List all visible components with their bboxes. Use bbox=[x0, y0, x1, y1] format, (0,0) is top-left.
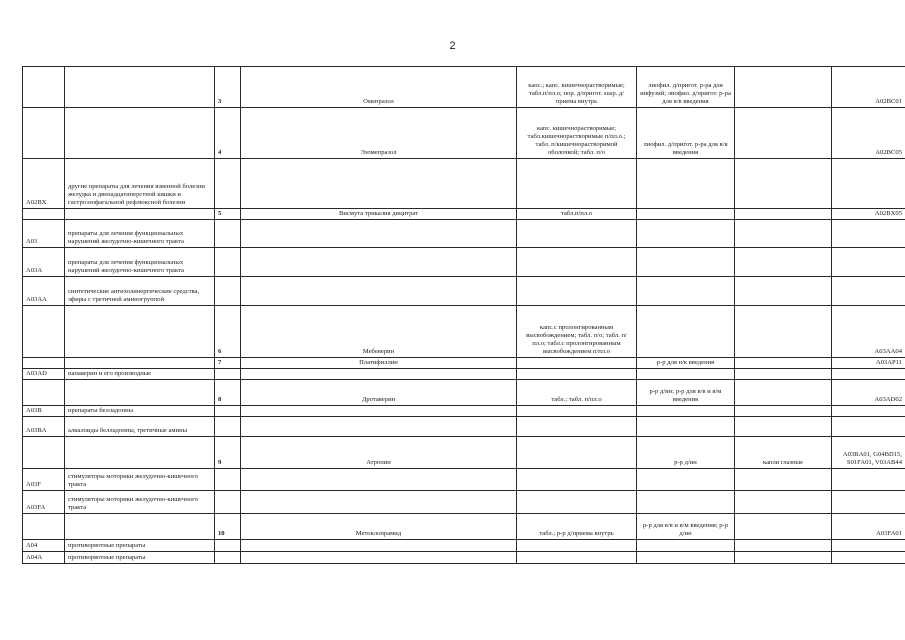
dosage-form-other bbox=[735, 540, 832, 552]
atc-group-name bbox=[65, 380, 215, 406]
atc-group-name: противорвотные препараты bbox=[65, 540, 215, 552]
dosage-form-oral: капс.с пролонгированным высвобождением; табл. п/о; табл. п/пл.о; табл.с пролонгированным высвобождением п/пл.о bbox=[517, 306, 637, 358]
table-row bbox=[23, 552, 905, 564]
atc-group-name bbox=[65, 108, 215, 159]
atc-group-name bbox=[65, 306, 215, 358]
drug-list-table bbox=[22, 66, 905, 564]
atc-group-name: синтетические антихолинергические средства, эфиры с третичной аминогруппой bbox=[65, 277, 215, 306]
dosage-form-other bbox=[735, 380, 832, 406]
dosage-form-oral bbox=[517, 159, 637, 209]
drug-name bbox=[241, 159, 517, 209]
atc-group-code: A02BX bbox=[23, 159, 65, 209]
atc-group-code: A04 bbox=[23, 540, 65, 552]
dosage-form-injection bbox=[637, 306, 735, 358]
atc-group-name: алкалоиды белладонны, третичные амины bbox=[65, 417, 215, 437]
dosage-form-other bbox=[735, 358, 832, 369]
atc-code: A02BC05 bbox=[832, 108, 905, 159]
dosage-form-injection bbox=[637, 540, 735, 552]
table-row bbox=[23, 159, 905, 209]
row-number bbox=[215, 159, 241, 209]
row-number bbox=[215, 491, 241, 514]
atc-group-name bbox=[65, 67, 215, 108]
atc-group-code bbox=[23, 358, 65, 369]
atc-code bbox=[832, 369, 905, 380]
atc-group-code: A03F bbox=[23, 469, 65, 491]
dosage-form-other: капли глазные bbox=[735, 437, 832, 469]
dosage-form-oral: капс.; капс. кишечнорастворимые; табл.п/пл.о; пор. д/пригот. susp. д/приема внутрь bbox=[517, 67, 637, 108]
dosage-form-other bbox=[735, 277, 832, 306]
dosage-form-oral bbox=[517, 417, 637, 437]
atc-code bbox=[832, 469, 905, 491]
row-number: 8 bbox=[215, 380, 241, 406]
dosage-form-oral: капс. кишечнорастворимые; табл.кишечнорастворимые п/пл.о.; табл. п/кишечнорастворимой оболочкой; табл. п/о bbox=[517, 108, 637, 159]
dosage-form-oral: табл.; табл. п/пл.о bbox=[517, 380, 637, 406]
table-row bbox=[23, 277, 905, 306]
atc-code: A03FA01 bbox=[832, 514, 905, 540]
row-number bbox=[215, 552, 241, 564]
drug-name: Дротаверин bbox=[241, 380, 517, 406]
atc-code bbox=[832, 491, 905, 514]
dosage-form-other bbox=[735, 514, 832, 540]
dosage-form-other bbox=[735, 248, 832, 277]
table-row bbox=[23, 220, 905, 248]
table-row bbox=[23, 369, 905, 380]
dosage-form-oral bbox=[517, 540, 637, 552]
dosage-form-other bbox=[735, 417, 832, 437]
dosage-form-oral bbox=[517, 369, 637, 380]
dosage-form-other bbox=[735, 159, 832, 209]
drug-name bbox=[241, 469, 517, 491]
dosage-form-oral bbox=[517, 437, 637, 469]
dosage-form-injection bbox=[637, 491, 735, 514]
atc-code bbox=[832, 417, 905, 437]
drug-name bbox=[241, 491, 517, 514]
row-number bbox=[215, 277, 241, 306]
atc-group-code bbox=[23, 306, 65, 358]
row-number: 10 bbox=[215, 514, 241, 540]
dosage-form-other bbox=[735, 220, 832, 248]
atc-group-code: A03BA bbox=[23, 417, 65, 437]
table-row bbox=[23, 469, 905, 491]
atc-code: A03AA04 bbox=[832, 306, 905, 358]
atc-group-name bbox=[65, 209, 215, 220]
dosage-form-other bbox=[735, 469, 832, 491]
atc-code bbox=[832, 220, 905, 248]
atc-code: A03AP11 bbox=[832, 358, 905, 369]
row-number: 3 bbox=[215, 67, 241, 108]
table-row bbox=[23, 491, 905, 514]
atc-group-name: препараты белладонны bbox=[65, 406, 215, 417]
drug-name bbox=[241, 220, 517, 248]
dosage-form-oral bbox=[517, 552, 637, 564]
dosage-form-other bbox=[735, 369, 832, 380]
atc-group-code: A03AA bbox=[23, 277, 65, 306]
atc-group-name bbox=[65, 514, 215, 540]
table-row bbox=[23, 417, 905, 437]
row-number: 9 bbox=[215, 437, 241, 469]
dosage-form-other bbox=[735, 306, 832, 358]
dosage-form-injection: лиофил. д/пригот. р-ра для инфузий; лиофил. д/пригот. р-ра для в/в введения bbox=[637, 67, 735, 108]
dosage-form-other bbox=[735, 209, 832, 220]
atc-group-code: A03 bbox=[23, 220, 65, 248]
atc-code bbox=[832, 277, 905, 306]
row-number: 6 bbox=[215, 306, 241, 358]
table-body bbox=[23, 67, 905, 564]
atc-group-name: стимуляторы моторики желудочно-кишечного тракта bbox=[65, 469, 215, 491]
dosage-form-injection bbox=[637, 369, 735, 380]
table-row bbox=[23, 248, 905, 277]
atc-group-name: папаверин и его производные bbox=[65, 369, 215, 380]
atc-group-code bbox=[23, 380, 65, 406]
drug-name bbox=[241, 417, 517, 437]
atc-group-code: A03B bbox=[23, 406, 65, 417]
dosage-form-injection bbox=[637, 248, 735, 277]
row-number: 7 bbox=[215, 358, 241, 369]
atc-code: A02BC01 bbox=[832, 67, 905, 108]
table-row bbox=[23, 306, 905, 358]
dosage-form-injection bbox=[637, 220, 735, 248]
atc-group-name bbox=[65, 437, 215, 469]
atc-code bbox=[832, 540, 905, 552]
row-number bbox=[215, 417, 241, 437]
atc-code bbox=[832, 248, 905, 277]
drug-name: Омепразол bbox=[241, 67, 517, 108]
dosage-form-injection bbox=[637, 552, 735, 564]
atc-group-code bbox=[23, 209, 65, 220]
atc-group-name: препараты для лечения функциональных нарушений желудочно-кишечного тракта bbox=[65, 248, 215, 277]
atc-group-code: A03AD bbox=[23, 369, 65, 380]
drug-name bbox=[241, 248, 517, 277]
atc-group-code bbox=[23, 108, 65, 159]
atc-group-code bbox=[23, 514, 65, 540]
drug-name: Мебеверин bbox=[241, 306, 517, 358]
drug-name: Атропин bbox=[241, 437, 517, 469]
dosage-form-other bbox=[735, 406, 832, 417]
atc-code bbox=[832, 552, 905, 564]
drug-name bbox=[241, 540, 517, 552]
table-row bbox=[23, 67, 905, 108]
table-row bbox=[23, 358, 905, 369]
dosage-form-injection bbox=[637, 209, 735, 220]
atc-group-code bbox=[23, 67, 65, 108]
drug-name: Висмута трикалия дицитрат bbox=[241, 209, 517, 220]
drug-name bbox=[241, 552, 517, 564]
dosage-form-injection: лиофил. д/пригот. р-ра для в/в введения bbox=[637, 108, 735, 159]
dosage-form-oral bbox=[517, 277, 637, 306]
row-number bbox=[215, 369, 241, 380]
dosage-form-injection bbox=[637, 277, 735, 306]
table-row bbox=[23, 437, 905, 469]
drug-name bbox=[241, 277, 517, 306]
dosage-form-oral bbox=[517, 248, 637, 277]
drug-name bbox=[241, 406, 517, 417]
dosage-form-other bbox=[735, 108, 832, 159]
drug-name: Платифиллин bbox=[241, 358, 517, 369]
table-row bbox=[23, 514, 905, 540]
row-number bbox=[215, 220, 241, 248]
row-number bbox=[215, 248, 241, 277]
atc-code bbox=[832, 406, 905, 417]
dosage-form-other bbox=[735, 491, 832, 514]
atc-group-code bbox=[23, 437, 65, 469]
drug-name: Метоклопрамид bbox=[241, 514, 517, 540]
atc-group-code: A03FA bbox=[23, 491, 65, 514]
atc-group-name bbox=[65, 358, 215, 369]
dosage-form-oral: табл.п/пл.о bbox=[517, 209, 637, 220]
drug-name bbox=[241, 369, 517, 380]
atc-group-code: A04A bbox=[23, 552, 65, 564]
row-number: 5 bbox=[215, 209, 241, 220]
dosage-form-injection bbox=[637, 159, 735, 209]
atc-group-name: другие препараты для лечения язвенной болезни желудка и двенадцатиперстной кишки и гастроэзофагальной рефлюксной болезни bbox=[65, 159, 215, 209]
atc-group-code: A03A bbox=[23, 248, 65, 277]
table-row bbox=[23, 406, 905, 417]
dosage-form-injection bbox=[637, 406, 735, 417]
dosage-form-injection: р-р д/ин bbox=[637, 437, 735, 469]
dosage-form-oral bbox=[517, 358, 637, 369]
table-row bbox=[23, 540, 905, 552]
dosage-form-injection: р-р для п/к введения bbox=[637, 358, 735, 369]
dosage-form-oral: табл.; р-р д/приема внутрь bbox=[517, 514, 637, 540]
table-row bbox=[23, 209, 905, 220]
atc-group-name: стимуляторы моторики желудочно-кишечного тракта bbox=[65, 491, 215, 514]
dosage-form-oral bbox=[517, 469, 637, 491]
atc-code: A03AD02 bbox=[832, 380, 905, 406]
atc-code bbox=[832, 159, 905, 209]
atc-group-name: противорвотные препараты bbox=[65, 552, 215, 564]
atc-group-name: препараты для лечения функциональных нарушений желудочно-кишечного тракта bbox=[65, 220, 215, 248]
dosage-form-oral bbox=[517, 406, 637, 417]
page-number: 2 bbox=[449, 40, 456, 52]
dosage-form-injection bbox=[637, 417, 735, 437]
row-number bbox=[215, 406, 241, 417]
dosage-form-oral bbox=[517, 220, 637, 248]
dosage-form-injection: р-р д/ин; р-р для в/в и в/м введения bbox=[637, 380, 735, 406]
drug-name: Эзомепразол bbox=[241, 108, 517, 159]
row-number: 4 bbox=[215, 108, 241, 159]
atc-code: A03BA01, G04BD15, S01FA01, V03AB44 bbox=[832, 437, 905, 469]
table-row bbox=[23, 108, 905, 159]
dosage-form-other bbox=[735, 552, 832, 564]
row-number bbox=[215, 469, 241, 491]
dosage-form-other bbox=[735, 67, 832, 108]
dosage-form-oral bbox=[517, 491, 637, 514]
atc-code: A02BX05 bbox=[832, 209, 905, 220]
dosage-form-injection bbox=[637, 469, 735, 491]
table-row bbox=[23, 380, 905, 406]
row-number bbox=[215, 540, 241, 552]
dosage-form-injection: р-р для в/в и в/м введения; р-р д/ин bbox=[637, 514, 735, 540]
